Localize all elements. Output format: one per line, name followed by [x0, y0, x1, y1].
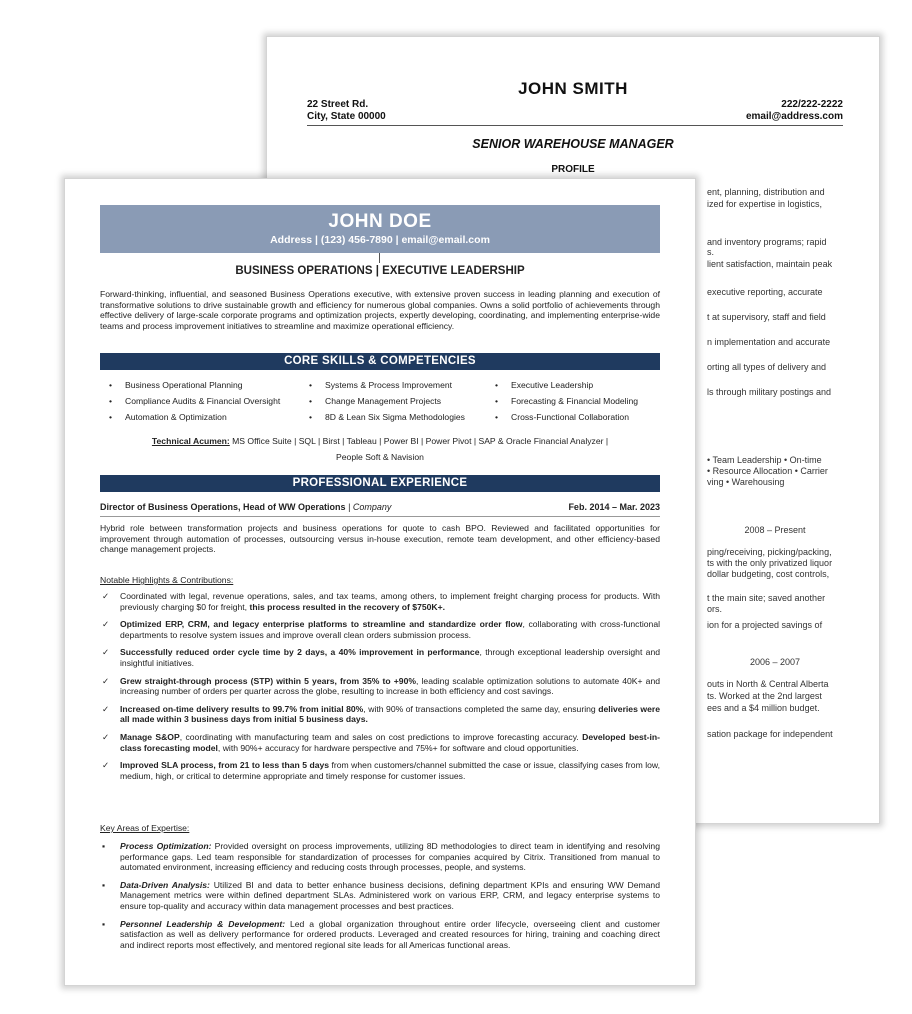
job-header: Director of Business Operations, Head of WW Operations | Company Feb. 2014 – Mar. 2023 [100, 502, 660, 512]
candidate-name: JOHN DOE [328, 211, 432, 232]
back-email: email@address.com [745, 111, 843, 122]
expertise-item: ▪ Data-Driven Analysis: Utilized BI and data to better enhance business decisions, defining department KPIs and ensuring WW Demand Management metrics were within defined department SLAs. Administered work on various ERP, CRM, and legacy enterprise systems to ensure top-quality and accuracy within data management processes and best practices. [102, 879, 660, 911]
checkmark-icon: ✓ [102, 760, 110, 771]
square-bullet-icon: ▪ [102, 841, 106, 851]
back-text-fragment: ts. Worked at the 2nd largest [707, 691, 822, 701]
back-text-fragment: s. [707, 247, 715, 257]
back-contact [746, 99, 843, 123]
job-description: Hybrid role between transformation projects and business operations for quote to cash BPO. Reviewed and facilitated opportunities for improvement through automation of processes, outsourcing versus in-house execution, remote team development, and other efficiency-based change management projects. [100, 523, 660, 555]
job-title: Director of Business Operations, Head of WW Operations [100, 502, 346, 512]
square-bullet-icon: ▪ [102, 918, 106, 929]
section-heading-skills: CORE SKILLS & COMPETENCIES [100, 353, 660, 370]
headline: BUSINESS OPERATIONS | EXECUTIVE LEADERSHIP [235, 265, 525, 277]
back-divider [307, 125, 843, 126]
back-text-fragment: n implementation and accurate [707, 337, 831, 347]
back-text-fragment: outs in North & Central Alberta [707, 679, 829, 689]
highlight-item: ✓ Optimized ERP, CRM, and legacy enterprise platforms to streamline and standardize order flow, collaborating with cross-functional departments to resolve system issues and improve overall clean orders submission process. [102, 619, 661, 640]
highlights-label: Notable Highlights & Contributions: [100, 575, 234, 585]
checkmark-icon: ✓ [102, 675, 110, 686]
back-text-fragment: ized for expertise in logistics, [707, 199, 823, 209]
back-job-dates: 2008 – Present [744, 525, 806, 535]
technical-acumen-label: Technical Acumen: [151, 436, 230, 446]
back-text-fragment: t at supervisory, staff and field [707, 312, 826, 322]
skill-item: • 8D & Lean Six Sigma Methodologies [325, 409, 465, 426]
checkmark-icon: ✓ [102, 591, 110, 601]
contact-line: Address | (123) 456-7890 | email@email.com [270, 234, 490, 246]
back-text-fragment: ees and a $4 million budget. [707, 703, 820, 713]
back-text-fragment: executive reporting, accurate [707, 287, 823, 297]
expertise-item: ▪ Process Optimization: Provided oversight on process improvements, utilizing 8D methodologies to direct team in identifying and resolving performance gaps. Led team responsible for standardization of processes for companies acquired by Citrix. Transitioned from manual to automated environment, increasing efficiency and reducing costs through processes, people, and systems. [102, 841, 660, 873]
highlight-item: ✓ Grew straight-through process (STP) within 5 years, from 35% to +90%, leading scalable optimization solutions to automate 40K+ and increasing number of orders per quarter across the globe, resulting to increase in both efficiency and cost savings. [102, 675, 661, 697]
skill-item: • Change Management Projects [325, 393, 441, 410]
expertise-list [100, 841, 660, 957]
back-text-fragment: orting all types of delivery and [707, 362, 827, 372]
back-text-fragment: ts with the only privatized liquor [707, 558, 833, 568]
back-text-fragment: ping/receiving, picking/packing, [707, 547, 832, 557]
job-dates: Feb. 2014 – Mar. 2023 [568, 502, 660, 512]
skill-item: • Business Operational Planning [125, 377, 243, 394]
back-text-fragment: t the main site; saved another [707, 593, 826, 603]
back-text-fragment: ving • Warehousing [707, 477, 785, 487]
expertise-item: ▪ Personnel Leadership & Development: Led a global organization throughout entire order lifecycle, overseeing client and customer satisfaction as well as delivery performance for ordered products. Leveraged and created resources for hiring, training and coaching direct and indirect reports most effectively, and mentored regional site leads for all Americas functional areas. [102, 918, 660, 950]
back-address [307, 99, 386, 123]
header-divider [379, 253, 380, 263]
summary-paragraph: Forward-thinking, influential, and seasoned Business Operations executive, with extensive proven success in leading planning and execution of transformative solutions to drive sustainable growth and efficiency for numerous global companies. Owns a solid portfolio of achievements through effective delivery of large-scale corporate programs and optimization projects, expertly developing, coordinating, and implementing enterprise-wide teams and process improvement initiatives to streamline and maximize operational efficiency. [100, 289, 660, 331]
technical-acumen [145, 433, 615, 465]
back-job-dates: 2006 – 2007 [749, 657, 801, 667]
highlight-item: ✓ Increased on-time delivery results to 99.7% from initial 80%, with 90% of transactions completed the same day, ensuring deliveries were all made within 3 business days from initial 5 business days. [102, 703, 660, 725]
back-text-fragment: sation package for independent [707, 729, 833, 739]
highlight-item: ✓ Improved SLA process, from 21 to less than 5 days from when customers/channel submitted the case or issue, classifying cases from low, medium, high, or critical to determine appropriate and timely response for customer issues. [102, 760, 661, 781]
back-address-line1: 22 Street Rd. [307, 99, 369, 110]
job-divider [100, 516, 660, 517]
back-text-fragment: • Team Leadership • On-time [707, 455, 822, 465]
back-text-fragment: ion for a projected savings of [707, 620, 823, 630]
back-phone: 222/222-2222 [781, 99, 843, 110]
checkmark-icon: ✓ [102, 647, 110, 658]
highlights-list [100, 591, 660, 788]
skill-item: • Compliance Audits & Financial Oversight [125, 393, 280, 410]
back-title: SENIOR WAREHOUSE MANAGER [472, 137, 674, 151]
header-banner [100, 205, 660, 253]
checkmark-icon: ✓ [102, 731, 110, 742]
back-address-line2: City, State 00000 [307, 111, 386, 122]
highlight-item: ✓ Successfully reduced order cycle time by 2 days, a 40% improvement in performance, through exceptional leadership oversight and insightful initiatives. [102, 647, 660, 668]
square-bullet-icon: ▪ [102, 879, 106, 890]
checkmark-icon: ✓ [102, 619, 110, 630]
expertise-label: Key Areas of Expertise: [100, 823, 190, 833]
back-name: JOHN SMITH [518, 79, 628, 98]
skill-item: • Executive Leadership [511, 377, 593, 394]
skill-item: • Systems & Process Improvement [325, 377, 452, 394]
front-resume-page [64, 178, 696, 986]
back-profile-heading: PROFILE [551, 164, 595, 175]
skill-item: • Automation & Optimization [125, 409, 227, 426]
technical-acumen-text: MS Office Suite | SQL | Birst | Tableau | Power BI | Power Pivot | SAP & Oracle Financial Analyzer | People Soft & Navision [229, 436, 609, 462]
checkmark-icon: ✓ [102, 703, 110, 714]
skill-item: • Cross-Functional Collaboration [511, 409, 629, 426]
skill-item: • Forecasting & Financial Modeling [511, 393, 638, 410]
job-company: Company [352, 502, 392, 512]
back-text-fragment: ls through military postings and [707, 387, 832, 397]
back-text-fragment: • Resource Allocation • Carrier [707, 466, 828, 476]
highlight-item: ✓ Manage S&OP, coordinating with manufacturing team and sales on cost predictions to improve forecasting accuracy. Developed best-in-class forecasting model, with 90%+ accuracy for hardware perspective and 75%+ for software and cloud opportunities. [102, 731, 660, 753]
back-text-fragment: ent, planning, distribution and [707, 187, 825, 197]
back-text-fragment: and inventory programs; rapid [707, 237, 827, 247]
back-text-fragment: ors. [707, 604, 723, 614]
highlight-item: ✓ Coordinated with legal, revenue operations, sales, and tax teams, among others, to implement freight charging process for products. With previously charging $0 for freight, this process resulted in the recovery of $750K+. [102, 591, 660, 612]
back-text-fragment: lient satisfaction, maintain peak [707, 259, 833, 269]
section-heading-experience: PROFESSIONAL EXPERIENCE [100, 475, 660, 492]
back-text-fragment: dollar budgeting, cost controls, [707, 569, 830, 579]
